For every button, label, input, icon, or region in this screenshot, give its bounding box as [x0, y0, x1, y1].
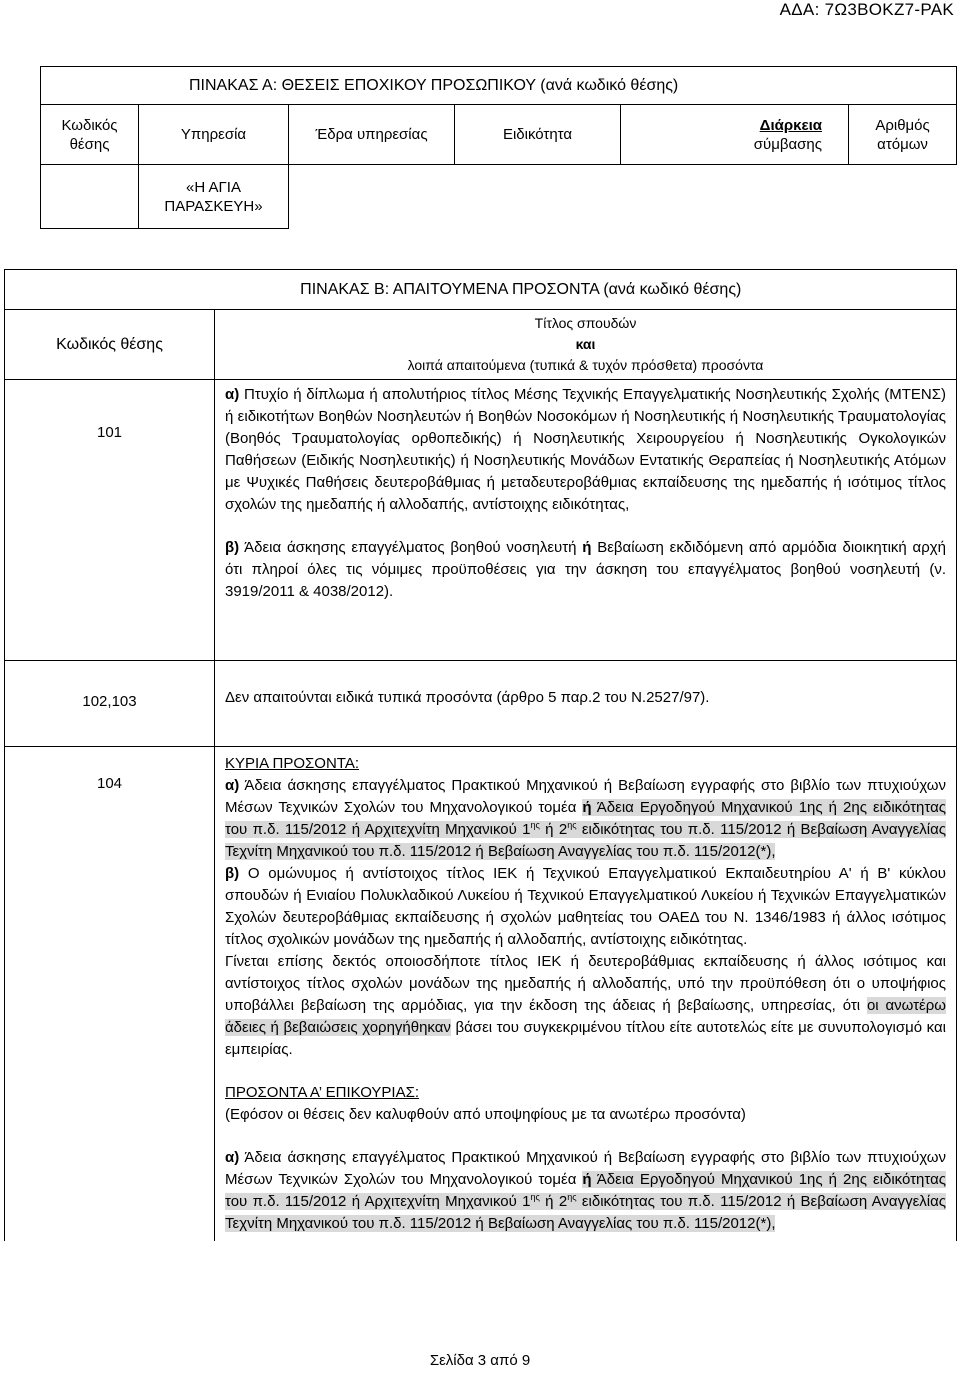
col-code-header-b: Κωδικός θέσης: [5, 310, 215, 380]
table-a-header-row: [41, 105, 957, 165]
table-a: [40, 66, 957, 229]
code-102-103: 102,103: [5, 661, 215, 747]
qualifications-102-103: Δεν απαιτούνται ειδικά τυπικά προσόντα (άρθρο 5 παρ.2 του Ν.2527/97).: [215, 661, 957, 747]
table-row: [5, 380, 957, 661]
table-a-title: ΠΙΝΑΚΑΣ Α: ΘΕΣΕΙΣ ΕΠΟΧΙΚΟΥ ΠΡΟΣΩΠΙΚΟΥ (ανά κωδικό θέσης): [41, 67, 957, 105]
table-b-title: ΠΙΝΑΚΑΣ Β: ΑΠΑΙΤΟΥΜΕΝΑ ΠΡΟΣΟΝΤΑ (ανά κωδικό θέσης): [215, 270, 957, 310]
col-qualifications-header: Τίτλος σπουδών και λοιπά απαιτούμενα (τυπικά & τυχόν πρόσθετα) προσόντα: [215, 310, 957, 380]
qualifications-104: ΚΥΡΙΑ ΠΡΟΣΟΝΤΑ: α) Άδεια άσκησης επαγγέλματος Πρακτικού Μηχανικού ή Βεβαίωση εγγραφής στο βιβλίο των πτυχιούχων Μέσων Τεχνικών Σχολών του Μηχανολογικού τομέα ή Άδεια Εργοδηγού Μηχανικού 1ης ή 2ης ειδικότητας του π.δ. 115/2012 ή Αρχιτεχνίτη Μηχανικού $1^{\eta\varsigma}$ ή $2^{\eta\varsigma}$ ειδικότητας του π.δ. 115/2012 ή Βεβαίωση Αναγγελίας Τεχνίτη Μηχανικού του π.δ. 115/2012 ή Βεβαίωση Αναγγελίας του π.δ. 115/2012(*), β) Ο ομώνυμος ή αντίστοιχος τίτλος ΙΕΚ ή Τεχνικού Επαγγελματικού Εκπαιδευτηρίου Α' ή Β' κύκλου σπουδών ή Ενιαίου Πολυκλαδικού Λυκείου ή Τεχνικού Επαγγελματικού Λυκείου ή Τεχνικών Επαγγελματικών Σχολών δευτεροβάθμιας εκπαίδευσης ή σχολών μαθητείας του ΟΑΕΔ του Ν. 1346/1983 ή άλλος ισότιμος τίτλος σχολικών μονάδων της ημεδαπής ή αλλοδαπής, αντίστοιχης ειδικότητας. Γίνεται επίσης δεκτός οποιοσδήποτε τίτλος ΙΕΚ ή δευτεροβάθμιας εκπαίδευσης ή άλλος ισότιμος και αντίστοιχος τίτλος σχολών μονάδων της ημεδαπής ή αλλοδαπής, υπό την προϋπόθεση ότι ο υποψήφιος υποβάλλει βεβαίωση της αρμόδιας, για την έκδοση της άδειας ή βεβαίωσης, υπηρεσίας, ότι οι ανωτέρω άδειες ή βεβαιώσεις χορηγήθηκαν βάσει του συγκεκριμένου τίτλου είτε αυτοτελώς είτε με συνυπολογισμό και εμπειρίας. ΠΡΟΣΟΝΤΑ Α’ ΕΠΙΚΟΥΡΙΑΣ: (Εφόσον οι θέσεις δεν καλυφθούν από υποψηφίους με τα ανωτέρω προσόντα) α) Άδεια άσκησης επαγγέλματος Πρακτικού Μηχανικού ή Βεβαίωση εγγραφής στο βιβλίο των πτυχιούχων Μέσων Τεχνικών Σχολών του Μηχανολογικού τομέα ή Άδεια Εργοδηγού Μηχανικού 1ης ή 2ης ειδικότητας του π.δ. 115/2012 ή Αρχιτεχνίτη Μηχανικού $1^{\eta\varsigma}$ ή $2^{\eta\varsigma}$ ειδικότητας του π.δ. 115/2012 ή Βεβαίωση Αναγγελίας Τεχνίτη Μηχανικού του π.δ. 115/2012 ή Βεβαίωση Αναγγελίας του π.δ. 115/2012(*),: [215, 747, 957, 1242]
col-specialty-header: Ειδικότητα: [455, 105, 621, 165]
table-row: [5, 747, 957, 1242]
col-duration-header: Διάρκεια σύμβασης: [621, 105, 849, 165]
col-code-header: Κωδικός θέσης: [41, 105, 139, 165]
service-cell: «Η ΑΓΙΑ ΠΑΡΑΣΚΕΥΗ»: [139, 165, 289, 229]
col-persons-header: Αριθμός ατόμων: [849, 105, 957, 165]
ada-code: ΑΔΑ: 7Ω3ΒΟΚΖ7-ΡΑΚ: [779, 0, 954, 19]
table-a-row: [41, 165, 957, 229]
code-101: 101: [5, 380, 215, 661]
table-b: [4, 269, 957, 1241]
col-service-header: Υπηρεσία: [139, 105, 289, 165]
table-row: [5, 661, 957, 747]
code-104: 104: [5, 747, 215, 1242]
page-number: Σελίδα 3 από 9: [429, 1352, 531, 1369]
col-seat-header: Έδρα υπηρεσίας: [289, 105, 455, 165]
qualifications-101: α) Πτυχίο ή δίπλωμα ή απολυτήριος τίτλος Μέσης Τεχνικής Επαγγελματικής Νοσηλευτικής Σχολής (ΜΤΕΝΣ) ή ειδικοτήτων Βοηθών Νοσηλευτών ή Βοηθών Νοσοκόμων ή Νοσηλευτικής ή Νοσηλευτικής Τραυματολογίας (Βοηθός Τραυματολογίας ορθοπεδικής) ή Νοσηλευτικής Χειρουργείου ή Νοσηλευτικής Ογκολογικών Παθήσεων (Ειδικής Νοσηλευτικής) ή Νοσηλευτικής Μονάδων Εντατικής Θεραπείας ή Νοσηλευτικής Ατόμων με Ψυχικές Παθήσεις δευτεροβάθμιας ή μεταδευτεροβάθμιας εκπαίδευσης της ημεδαπής ή ισότιμος τίτλος σχολών της ημεδαπής ή αλλοδαπής, αντίστοιχης ειδικότητας, β) Άδεια άσκησης επαγγέλματος βοηθού νοσηλευτή ή Βεβαίωση εκδιδόμενη από αρμόδια διοικητική αρχή ότι πληροί όλες τις νόμιμες προϋποθέσεις για την άσκηση του επαγγέλματος βοηθού νοσηλευτή (ν. 3919/2011 & 4038/2012).: [215, 380, 957, 661]
